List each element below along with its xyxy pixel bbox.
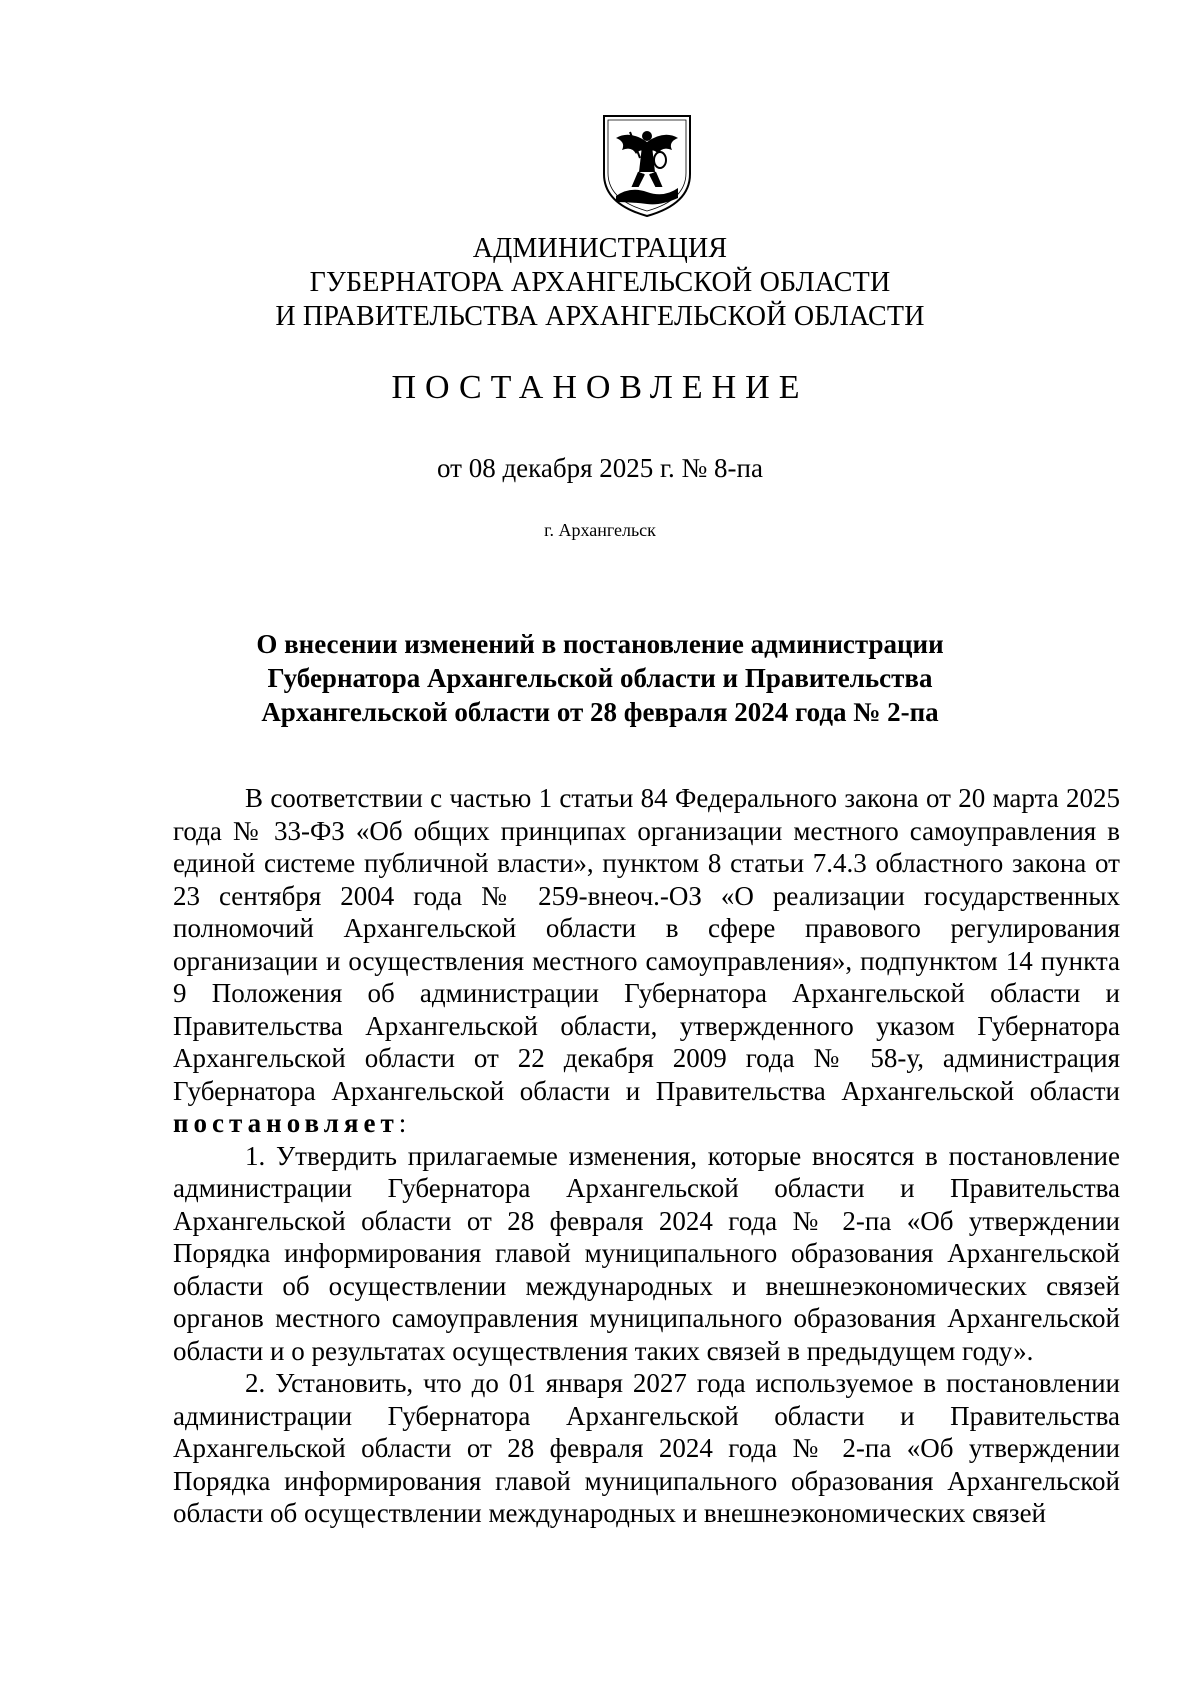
document-type-title: ПОСТАНОВЛЕНИЕ <box>391 369 809 406</box>
subject-line: О внесении изменений в постановление администрации <box>256 629 944 659</box>
issuing-authority <box>0 232 1200 334</box>
subject-line: Губернатора Архангельской области и Правительства <box>267 663 933 693</box>
authority-line: И ПРАВИТЕЛЬСТВА АРХАНГЕЛЬСКОЙ ОБЛАСТИ <box>275 301 925 332</box>
preamble-colon: : <box>398 1108 407 1138</box>
authority-line: АДМИНИСТРАЦИЯ <box>472 233 728 264</box>
item-paragraph-2: 2. Установить, что до 01 января 2027 года используемое в постановлении администрации Губернатора Архангельской области и Правительства Архангельской области от 28 февраля 2024 года № 2-па «Об утверждении Порядка информирования главой муниципального образования Архангельской области об осуществлении международных и внешнеэкономических связей <box>173 1368 1120 1528</box>
city-of-issue: г. Архангельск <box>544 520 656 540</box>
authority-line: ГУБЕРНАТОРА АРХАНГЕЛЬСКОЙ ОБЛАСТИ <box>309 267 891 298</box>
subject-line: Архангельской области от 28 февраля 2024 года № 2-па <box>261 697 939 727</box>
item-paragraph-1: 1. Утвердить прилагаемые изменения, которые вносятся в постановление администрации Губернатора Архангельской области и Правительства Архангельской области от 28 февраля 2024 года № 2-па «Об утверждении Порядка информирования главой муниципального образования Архангельской области об осуществлении международных и внешнеэкономических связей органов местного самоуправления муниципального образования Архангельской области и о результатах осуществления таких связей в предыдущем году». <box>173 1140 1120 1366</box>
date-and-number: от 08 декабря 2025 г. № 8-па <box>437 453 763 483</box>
document-body <box>173 782 1120 1530</box>
resolution-keyword: постановляет <box>173 1108 399 1138</box>
preamble-paragraph <box>173 782 1120 1140</box>
coat-of-arms-emblem <box>600 112 694 220</box>
preamble-text: В соответствии с частью 1 статьи 84 Федерального закона от 20 марта 2025 года № 33-ФЗ «Об общих принципах организации местного самоуправления в единой системе публичной власти», пунктом 8 статьи 7.4.3 областного закона от 23 сентября 2004 года № 259-внеоч.-ОЗ «О реализации государственных полномочий Архангельской области в сфере правового регулирования организации и осуществления местного самоуправления», подпунктом 14 пункта 9 Положения об администрации Губернатора Архангельской области и Правительства Архангельской области, утвержденного указом Губернатора Архангельской области от 22 декабря 2009 года № 58-у, администрация Губернатора Архангельской области и Правительства Архангельской области <box>173 783 1120 1106</box>
document-subject <box>0 627 1200 729</box>
